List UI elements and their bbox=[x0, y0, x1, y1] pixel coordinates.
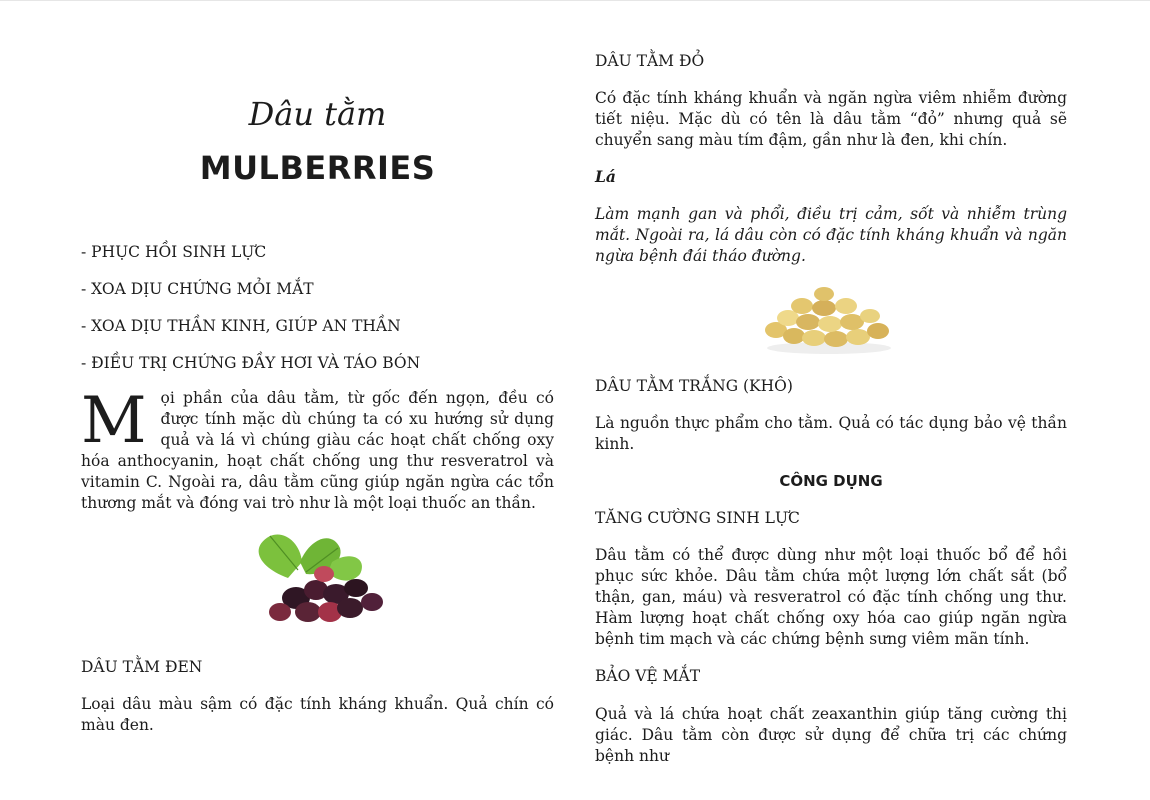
black-mulberries-image bbox=[240, 528, 400, 634]
eye-protection-text: Quả và lá chứa hoạt chất zeaxanthin giúp tăng cường thị giác. Dâu tằm còn được sử dụng để chữa trị các chứng bệnh như bbox=[595, 705, 1067, 765]
eye-protection-heading: BẢO VỆ MẮT bbox=[595, 667, 701, 685]
vitality-text: Dâu tằm có thể được dùng như một loại thuốc bổ để hồi phục sức khỏe. Dâu tằm chứa một lượng lớn chất sắt (bổ thận, gan, máu) và resveratrol có đặc tính chống ung thư. Hàm lượng hoạt chất chống oxy hóa cao giúp ngăn ngừa bệnh tim mạch và các chứng bệnh sưng viêm mãn tính. bbox=[595, 546, 1067, 648]
white-dried-mulberries-image bbox=[756, 284, 902, 356]
bullet-item: - XOA DỊU CHỨNG MỎI MẮT bbox=[81, 280, 314, 298]
bullet-item: - XOA DỊU THẦN KINH, GIÚP AN THẦN bbox=[81, 317, 401, 335]
uses-heading: CÔNG DỤNG bbox=[779, 472, 883, 490]
vitality-heading: TĂNG CƯỜNG SINH LỰC bbox=[595, 509, 800, 527]
leaf-heading: Lá bbox=[595, 167, 616, 186]
drop-cap: M bbox=[81, 384, 147, 458]
top-border bbox=[0, 0, 1150, 1]
white-mulberry-heading: DÂU TẰM TRẮNG (KHÔ) bbox=[595, 377, 793, 395]
leaf-text: Làm mạnh gan và phổi, điều trị cảm, sốt và nhiễm trùng mắt. Ngoài ra, lá dâu còn có đặc tính kháng khuẩn và ngăn ngừa bệnh đái tháo đường. bbox=[595, 205, 1067, 265]
white-mulberry-paragraph bbox=[595, 413, 1067, 455]
eye-protection-paragraph bbox=[595, 704, 1067, 767]
dried-berry-pile bbox=[765, 287, 889, 347]
vitality-paragraph bbox=[595, 545, 1067, 650]
title-english: MULBERRIES bbox=[199, 149, 436, 187]
black-mulberry-text: Loại dâu màu sậm có đặc tính kháng khuẩn. Quả chín có màu đen. bbox=[81, 695, 554, 734]
red-mulberry-heading: DÂU TẰM ĐỎ bbox=[595, 52, 705, 70]
black-mulberry-heading: DÂU TẰM ĐEN bbox=[81, 658, 203, 676]
white-mulberry-text: Là nguồn thực phẩm cho tằm. Quả có tác dụng bảo vệ thần kinh. bbox=[595, 414, 1067, 453]
black-mulberry-paragraph bbox=[81, 694, 554, 736]
intro-text: ọi phần của dâu tằm, từ gốc đến ngọn, đều có được tính mặc dù chúng ta có xu hướng sử dụng quả và lá vì chúng giàu các hoạt chất chống oxy hóa anthocyanin, hoạt chất chống ung thư resveratrol và vitamin C. Ngoài ra, dâu tằm cũng giúp ngăn ngừa các tổn thương mắt và đóng vai trò như là một loại thuốc an thần. bbox=[81, 389, 554, 512]
red-mulberry-paragraph bbox=[595, 88, 1067, 151]
bullet-item: - ĐIỀU TRỊ CHỨNG ĐẦY HƠI VÀ TÁO BÓN bbox=[81, 354, 421, 372]
intro-paragraph bbox=[81, 384, 554, 514]
mulberry-leaves bbox=[259, 534, 362, 580]
leaf-paragraph bbox=[595, 204, 1067, 267]
red-mulberry-text: Có đặc tính kháng khuẩn và ngăn ngừa viêm nhiễm đường tiết niệu. Mặc dù có tên là dâu tằm “đỏ” nhưng quả sẽ chuyển sang màu tím đậm, gần như là đen, khi chín. bbox=[595, 89, 1067, 149]
bullet-item: - PHỤC HỒI SINH LỰC bbox=[81, 243, 267, 261]
title-vietnamese: Dâu tằm bbox=[248, 95, 387, 133]
